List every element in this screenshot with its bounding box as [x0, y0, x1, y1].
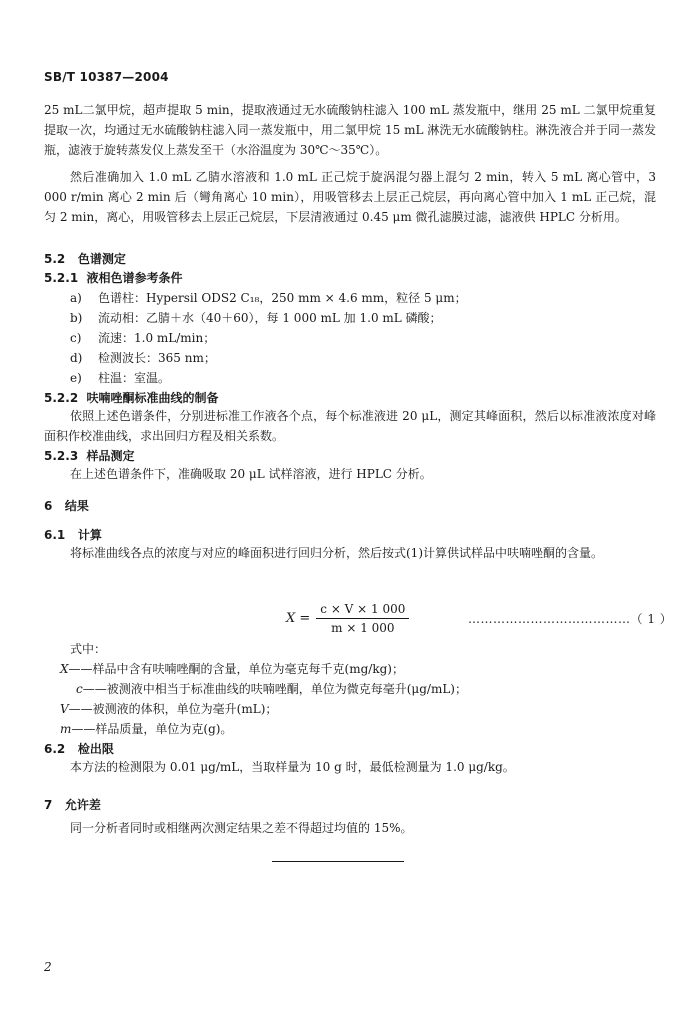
page-number: 2	[44, 960, 52, 974]
item-key: e)	[70, 371, 82, 385]
heading-6-2	[44, 740, 114, 757]
end-rule	[272, 861, 404, 862]
item-text: 流速：1.0 mL/min；	[98, 331, 216, 345]
heading-5-2-3	[44, 447, 135, 464]
definition-symbol: V	[60, 702, 69, 716]
heading-5-2-1	[44, 269, 183, 286]
paragraph-6-2: 本方法的检测限为 0.01 μg/mL，当取样量为 10 g 时，最低检测量为 1.0 μg/kg。	[70, 760, 515, 774]
paragraph-5-2-3: 在上述色谱条件下，准确吸取 20 μL 试样溶液，进行 HPLC 分析。	[70, 467, 432, 481]
definition-line	[76, 680, 467, 697]
standard-code-header: SB/T 10387—2004	[44, 70, 169, 84]
heading-6-1	[44, 526, 102, 543]
item-key: d)	[70, 351, 83, 365]
definition-line	[60, 660, 404, 677]
heading-title: 色谱测定	[77, 252, 126, 266]
heading-6	[44, 497, 89, 514]
paragraph-6-1: 将标准曲线各点的浓度与对应的峰面积进行回归分析，然后按式(1)计算供试样品中呋喃唑酮的含量。	[70, 546, 604, 560]
condition-item	[70, 349, 216, 366]
heading-number: 6.1	[44, 528, 66, 542]
heading-7	[44, 796, 101, 813]
item-key: b)	[70, 311, 83, 325]
heading-title: 检出限	[77, 742, 114, 756]
heading-title: 样品测定	[86, 449, 135, 463]
heading-number: 6	[44, 499, 53, 513]
formula-1	[286, 602, 409, 635]
heading-title: 计算	[77, 528, 102, 542]
formula-numerator: c × V × 1 000	[316, 602, 409, 619]
item-text: 检测波长：365 nm；	[98, 351, 216, 365]
heading-5-2-2	[44, 389, 219, 406]
heading-number: 5.2.1	[44, 271, 79, 285]
item-text: 柱温：室温。	[98, 371, 171, 385]
condition-item	[70, 369, 170, 386]
prep-paragraph-1: 25 mL二氯甲烷，超声提取 5 min，提取液通过无水硫酸钠柱滤入 100 mL 蒸发瓶中，继用 25 mL 二氯甲烷重复提取一次，均通过无水硫酸钠柱滤入同一蒸发瓶中，用二氯甲烷 15 mL 淋洗无水硫酸钠柱。淋洗液合并于同一蒸发瓶，滤液于旋转蒸发仪上蒸发至干（水浴温度为 30℃～35℃）。	[44, 103, 656, 157]
heading-title: 液相色谱参考条件	[86, 271, 183, 285]
item-key: c)	[70, 331, 82, 345]
heading-number: 7	[44, 798, 53, 812]
condition-item	[70, 309, 442, 326]
paragraph-5-2-2: 依照上述色谱条件，分别进标准工作液各个点，每个标准液进 20 μL，测定其峰面积，然后以标准液浓度对峰面积作校准曲线，求出回归方程及相关系数。	[44, 409, 656, 443]
where-label: 式中：	[70, 642, 107, 656]
heading-number: 5.2.3	[44, 449, 79, 463]
item-key: a)	[70, 291, 82, 305]
definition-line	[60, 700, 277, 717]
item-text: 色谱柱：Hypersil ODS2 C₁₈，250 mm × 4.6 mm，粒径 5 μm；	[98, 291, 467, 305]
formula-fraction	[316, 602, 409, 635]
definition-line	[60, 720, 232, 737]
condition-item	[70, 329, 215, 346]
heading-5-2	[44, 250, 126, 267]
definition-text: ——样品质量，单位为克(g)。	[71, 722, 233, 736]
definition-symbol: X	[60, 662, 69, 676]
condition-item	[70, 289, 467, 306]
formula-lhs: X =	[286, 611, 311, 626]
heading-title: 呋喃唑酮标准曲线的制备	[86, 391, 219, 405]
item-text: 流动相：乙腈＋水（40＋60），每 1 000 mL 加 1.0 mL 磷酸；	[98, 311, 442, 325]
heading-title: 结果	[64, 499, 89, 513]
heading-number: 6.2	[44, 742, 66, 756]
prep-paragraph-2: 然后准确加入 1.0 mL 乙腈水溶液和 1.0 mL 正己烷于旋涡混匀器上混匀 2 min，转入 5 mL 离心管中，3 000 r/min 离心 2 min 后（彎角离心 10 min），用吸管移去上层正己烷层，再向离心管中加入 1 mL 正己烷，混匀 2 min，离心，用吸管移去上层正己烷层，下层清液通过 0.45 μm 微孔滤膜过滤，滤液供 HPLC 分析用。	[44, 170, 656, 224]
heading-number: 5.2	[44, 252, 66, 266]
definition-symbol: m	[60, 722, 72, 736]
heading-title: 允许差	[64, 798, 101, 812]
formula-denominator: m × 1 000	[331, 621, 395, 635]
definition-text: ——被测液中相当于标准曲线的呋喃唑酮，单位为微克每毫升(μg/mL)；	[82, 682, 467, 696]
heading-number: 5.2.2	[44, 391, 79, 405]
definition-text: ——被测液的体积，单位为毫升(mL)；	[68, 702, 278, 716]
equation-number: …………………………………（ 1 ）	[468, 612, 673, 626]
definition-symbol: c	[76, 682, 83, 696]
paragraph-7: 同一分析者同时或相继两次测定结果之差不得超过均值的 15%。	[70, 821, 413, 835]
definition-text: ——样品中含有呋喃唑酮的含量，单位为毫克每千克(mg/kg)；	[68, 662, 404, 676]
